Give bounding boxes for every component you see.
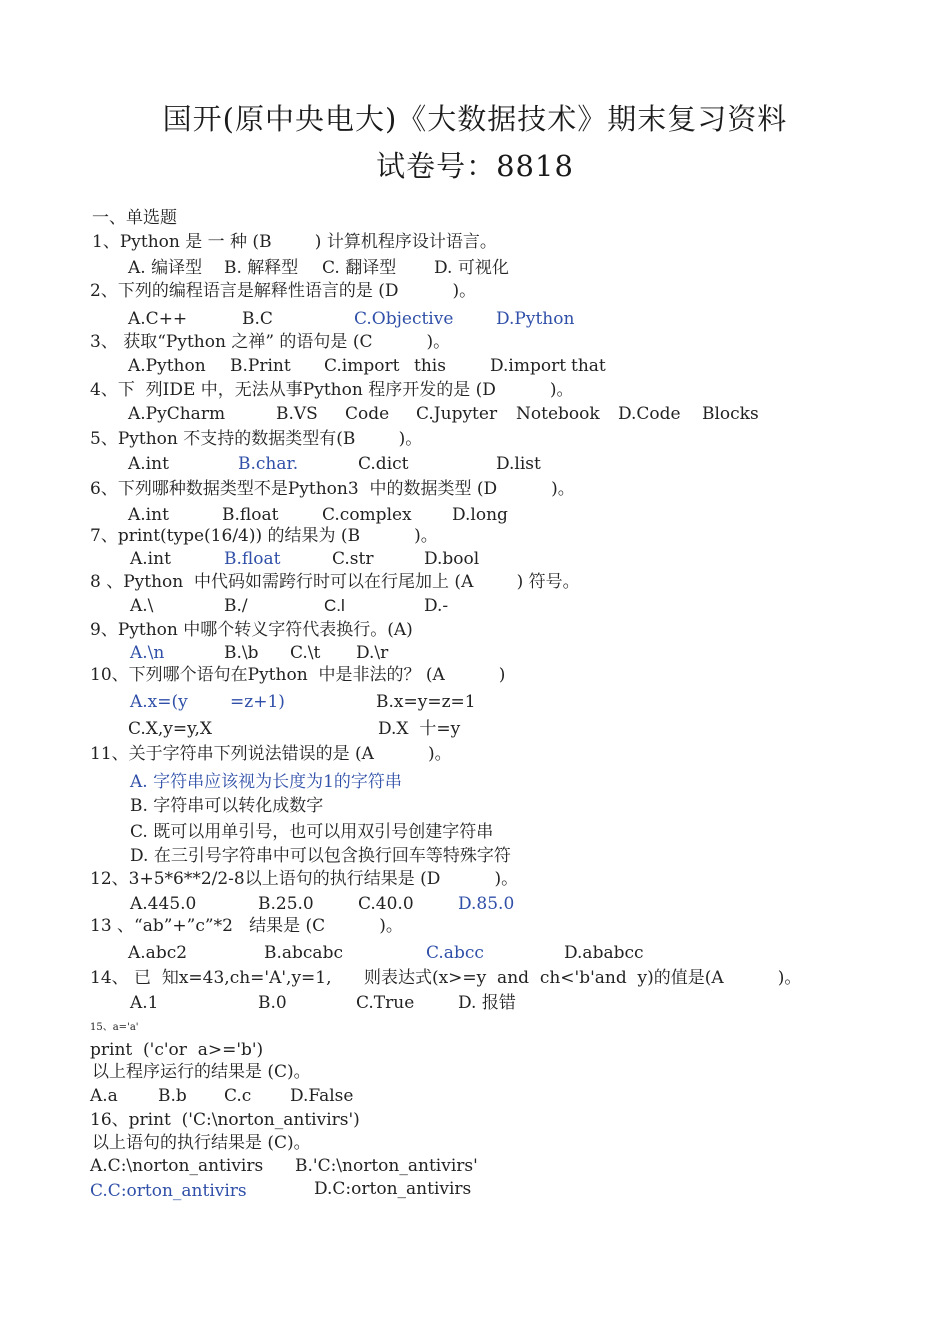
- q5-option-b: B.char.: [238, 454, 299, 474]
- q8-option-b: B./: [224, 596, 248, 616]
- q13-option-c: C.abcc: [426, 943, 484, 963]
- q2-option-b: B.C: [242, 309, 273, 329]
- q16-option-c: C.C:orton_antivirs: [90, 1181, 247, 1201]
- q16-option-b: B.'C:\norton_antivirs': [295, 1156, 478, 1176]
- q15-option-d: D.False: [290, 1086, 354, 1106]
- question-16: 16、print ('C:\norton_antivirs'): [90, 1110, 360, 1130]
- q14-option-c: C.True: [356, 993, 415, 1013]
- q16-prompt: 以上语句的执行结果是 (C)。: [92, 1133, 311, 1153]
- q2-option-d: D.Python: [496, 309, 575, 329]
- q8-option-a: A.\: [130, 596, 154, 616]
- q6-option-b: B.float: [222, 505, 279, 525]
- q7-option-c: C.str: [332, 549, 374, 569]
- q3-option-c: C.import: [324, 356, 400, 376]
- q7-option-b: B.float: [224, 549, 281, 569]
- q4-option-d-word: Blocks: [702, 404, 759, 424]
- q7-option-d: D.bool: [424, 549, 480, 569]
- q6-option-c: C.complex: [322, 505, 412, 525]
- question-12: 12、3+5*6**2/2-8以上语句的执行结果是 (D )。: [90, 869, 519, 889]
- q2-option-c: C.Objective: [354, 309, 454, 329]
- q4-option-a: A.PyCharm: [128, 404, 226, 424]
- question-13: 13 、“ab”+”c”*2 结果是 (C )。: [90, 916, 403, 936]
- q5-option-d: D.list: [496, 454, 541, 474]
- q1-option-c: C. 翻译型: [322, 258, 397, 278]
- q6-option-d: D.long: [452, 505, 508, 525]
- q4-option-b-word: Code: [345, 404, 390, 424]
- question-5: 5、Python 不支持的数据类型有(B )。: [90, 429, 423, 449]
- question-6: 6、下列哪种数据类型不是Python3 中的数据类型 (D )。: [90, 479, 575, 499]
- q16-option-d: D.C:orton_antivirs: [314, 1179, 472, 1199]
- q12-option-c: C.40.0: [358, 894, 414, 914]
- q13-option-a: A.abc2: [128, 943, 188, 963]
- q12-option-b: B.25.0: [258, 894, 314, 914]
- q12-option-d: D.85.0: [458, 894, 515, 914]
- q5-option-c: C.dict: [358, 454, 409, 474]
- question-9: 9、Python 中哪个转义字符代表换行。(A): [90, 620, 413, 640]
- question-8: 8 、Python 中代码如需跨行时可以在行尾加上 (A ) 符号。: [90, 572, 580, 592]
- q14-option-d: D. 报错: [458, 993, 516, 1013]
- q10-option-c: C.X,y=y,X: [128, 719, 213, 739]
- q3-option-d: D.import: [490, 356, 567, 376]
- q1-option-a: A. 编译型: [128, 258, 203, 278]
- q3-option-b: B.Print: [230, 356, 291, 376]
- q4-option-c: C.Jupyter: [416, 404, 498, 424]
- q2-option-a: A.C++: [128, 309, 188, 329]
- q15-option-b: B.b: [158, 1086, 187, 1106]
- question-1: 1、Python 是 一 种 (B ) 计算机程序设计语言。: [92, 232, 497, 252]
- q4-option-b: B.VS: [276, 404, 318, 424]
- q9-option-d: D.\r: [356, 643, 389, 663]
- q15-prompt: 以上程序运行的结果是 (C)。: [92, 1062, 311, 1082]
- question-15: 15、a='a': [90, 1022, 139, 1033]
- q3-option-c-word: this: [414, 356, 446, 376]
- question-7: 7、print(type(16/4)) 的结果为 (B )。: [90, 526, 438, 546]
- q9-option-c: C.\t: [290, 643, 321, 663]
- q5-option-a: A.int: [128, 454, 169, 474]
- question-4: 4、下 列IDE 中，无法从事Python 程序开发的是 (D )。: [90, 380, 574, 400]
- q7-option-a: A.int: [130, 549, 171, 569]
- q10-option-d: D.X 十=y: [378, 719, 461, 739]
- question-11: 11、关于字符串下列说法错误的是 (A )。: [90, 744, 452, 764]
- q9-option-b: B.\b: [224, 643, 259, 663]
- q12-option-a: A.445.0: [130, 894, 197, 914]
- q1-option-b: B. 解释型: [224, 258, 299, 278]
- q4-option-d: D.Code: [618, 404, 681, 424]
- q16-option-a: A.C:\norton_antivirs: [90, 1156, 264, 1176]
- q4-option-c-word: Notebook: [516, 404, 600, 424]
- q11-option-c: C. 既可以用单引号，也可以用双引号创建字符串: [130, 822, 494, 842]
- q3-option-d-word: that: [571, 356, 606, 376]
- q13-option-d: D.ababcc: [564, 943, 644, 963]
- q14-option-a: A.1: [130, 993, 159, 1013]
- q13-option-b: B.abcabc: [264, 943, 343, 963]
- q15-option-a: A.a: [90, 1086, 118, 1106]
- q6-option-a: A.int: [128, 505, 169, 525]
- q8-option-d: D.-: [424, 596, 449, 616]
- q1-option-d: D. 可视化: [434, 258, 509, 278]
- q8-option-c: C.l: [324, 596, 345, 615]
- question-10: 10、下列哪个语句在Python 中是非法的？ (A ): [90, 665, 506, 685]
- question-2: 2、下列的编程语言是解释性语言的是 (D )。: [90, 281, 477, 301]
- q3-option-a: A.Python: [128, 356, 206, 376]
- q11-option-a: A. 字符串应该视为长度为1的字符串: [130, 772, 402, 792]
- q15-code: print ('c'or a>='b'): [90, 1040, 264, 1060]
- question-3: 3、 获取“Python 之禅” 的语句是 (C )。: [90, 332, 451, 352]
- q10-option-b: B.x=y=z=1: [376, 692, 476, 712]
- paper-number: 试卷号：8818: [376, 149, 574, 183]
- section-heading: 一、单选题: [92, 208, 177, 228]
- q11-option-b: B. 字符串可以转化成数字: [130, 796, 324, 816]
- document-title: 国开(原中央电大)《大数据技术》期末复习资料: [162, 102, 788, 136]
- q10-option-a-rest: =z+1): [230, 692, 285, 712]
- q14-option-b: B.0: [258, 993, 287, 1013]
- q11-option-d: D. 在三引号字符串中可以包含换行回车等特殊字符: [130, 846, 511, 866]
- q9-option-a: A.\n: [130, 643, 165, 663]
- q15-option-c: C.c: [224, 1086, 252, 1106]
- question-14: 14、 已 知x=43,ch='A',y=1, 则表达式(x>=y and ch<'b'and y)的值是(A )。: [90, 968, 802, 988]
- q10-option-a: A.x=(y: [130, 692, 188, 712]
